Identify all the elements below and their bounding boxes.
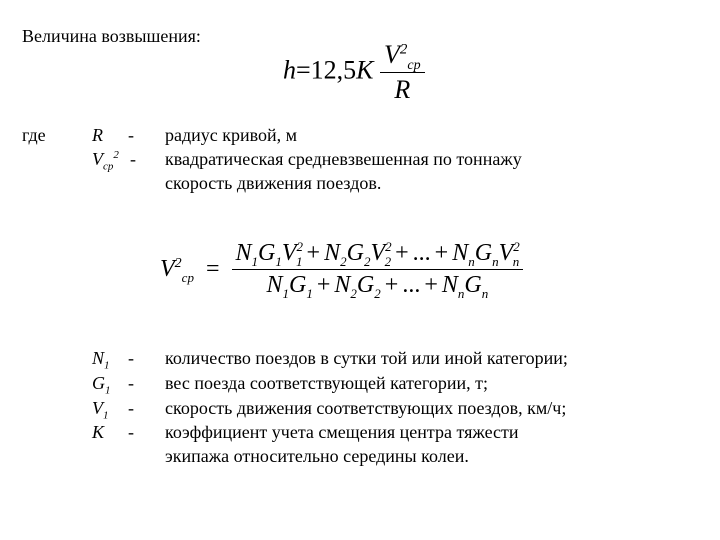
den-n1: N [266, 272, 283, 298]
heading: Величина возвышения: [22, 26, 201, 46]
den-n2: N [334, 272, 351, 298]
def2-sym-v: V [92, 398, 103, 418]
formula-v-eq: = [205, 256, 220, 282]
where-label: где [22, 125, 46, 145]
num-v1-sup: 2 [296, 239, 304, 254]
num-v1: V [281, 240, 297, 266]
def1-sym-sup: 2 [113, 149, 119, 161]
def2-sym-n: N [92, 348, 105, 368]
num-g2-sub: 2 [363, 253, 371, 269]
def1-sym-text: R [92, 125, 103, 145]
den-plus-1: + [316, 272, 331, 298]
den-g1-sub: 1 [306, 285, 313, 301]
def2-text-1: вес поезда соответствующей категории, т; [165, 373, 488, 393]
num-plus-2: + [395, 240, 409, 266]
formula-h-denominator: R [380, 72, 425, 105]
def1-text-1: квадратическая средневзвешенная по тоннажу [165, 149, 522, 169]
den-g2: G [356, 272, 375, 298]
den-n1-sub: 1 [282, 285, 290, 301]
den-gn: G [464, 272, 482, 298]
num-vn-sup: 2 [513, 239, 520, 254]
formula-h [283, 40, 425, 105]
def2-symbol-k [92, 420, 104, 444]
num-v2-sup: 2 [385, 239, 392, 254]
num-v2-sub: 2 [384, 253, 392, 269]
num-g1: G [258, 240, 276, 266]
def2-sym-g: G [92, 373, 105, 393]
num-ellipsis: ... [412, 240, 431, 266]
def2-sym-n-sub: 1 [104, 359, 110, 372]
formula-v-lhs-v: V [160, 256, 175, 282]
def2-dash-1: - [128, 373, 134, 393]
num-v1-sub: 1 [296, 253, 303, 269]
den-g1: G [289, 272, 307, 298]
def2-text-3: коэффициент учета смещения центра тяжести [165, 422, 519, 442]
num-v2: V [370, 240, 386, 266]
num-g1-sub: 1 [275, 253, 282, 269]
def1-symbol-vcp [92, 147, 119, 171]
formula-h-fraction [380, 40, 425, 105]
den-g2-sub: 2 [374, 285, 381, 301]
num-gn-sub: n [492, 253, 499, 269]
num-vn: V [498, 240, 514, 266]
def2-sym-g-sub: 1 [105, 384, 111, 397]
formula-h-numerator [380, 40, 425, 72]
den-nn-sub: n [457, 285, 465, 301]
formula-h-eq: = [296, 55, 311, 85]
def1-symbol-r [92, 123, 103, 147]
def1-text-cont: скорость движения поездов. [165, 173, 382, 193]
def2-text-cont: экипажа относительно середины колеи. [165, 446, 469, 466]
formula-v-lhs [160, 256, 194, 283]
num-n1: N [235, 240, 252, 266]
def2-dash-0: - [128, 348, 134, 368]
def2-symbol-n1 [92, 346, 110, 370]
num-nn: N [452, 240, 469, 266]
num-gn: G [474, 240, 493, 266]
formula-h-k: K [356, 55, 374, 85]
den-ellipsis: ... [402, 272, 421, 298]
def2-sym-k: K [92, 422, 105, 442]
den-plus-2: + [384, 272, 399, 298]
num-n2: N [324, 240, 341, 266]
num-n1-sub: 1 [251, 253, 259, 269]
def2-sym-v-sub: 1 [103, 409, 109, 422]
formula-v [160, 240, 523, 299]
den-plus-3: + [424, 272, 438, 298]
def2-symbol-v1 [92, 396, 109, 420]
formula-h-num-sub: ср [407, 58, 421, 74]
def1-sym-sub: ср [103, 160, 114, 173]
formula-v-denominator [232, 269, 524, 299]
def2-dash-3: - [128, 422, 134, 442]
def2-symbol-g1 [92, 371, 111, 395]
num-nn-sub: n [468, 253, 475, 269]
formula-v-lhs-sup: 2 [174, 256, 182, 271]
formula-v-fraction [232, 240, 524, 299]
formula-h-num-v: V [384, 40, 400, 69]
den-nn: N [441, 272, 458, 298]
den-n2-sub: 2 [350, 285, 357, 301]
num-plus-1: + [306, 240, 321, 266]
def1-text-0: радиус кривой, м [165, 125, 298, 145]
def1-dash-1: - [130, 149, 136, 169]
num-g2: G [346, 240, 364, 266]
def1-sym-v: V [92, 149, 103, 169]
num-vn-sub: n [512, 253, 520, 269]
def2-text-0: количество поездов в сутки той или иной категории; [165, 348, 568, 368]
def1-dash-0: - [128, 125, 134, 145]
num-plus-3: + [434, 240, 449, 266]
num-n2-sub: 2 [340, 253, 347, 269]
def2-text-2: скорость движения соответствующих поездов, км/ч; [165, 398, 567, 418]
formula-v-lhs-sub: ср [181, 269, 194, 285]
formula-h-num-sup: 2 [399, 41, 408, 58]
def2-dash-2: - [128, 398, 134, 418]
formula-h-lhs: h [283, 55, 296, 85]
formula-h-coef: 12,5 [310, 55, 357, 85]
den-gn-sub: n [481, 285, 489, 301]
formula-v-numerator [232, 240, 524, 269]
